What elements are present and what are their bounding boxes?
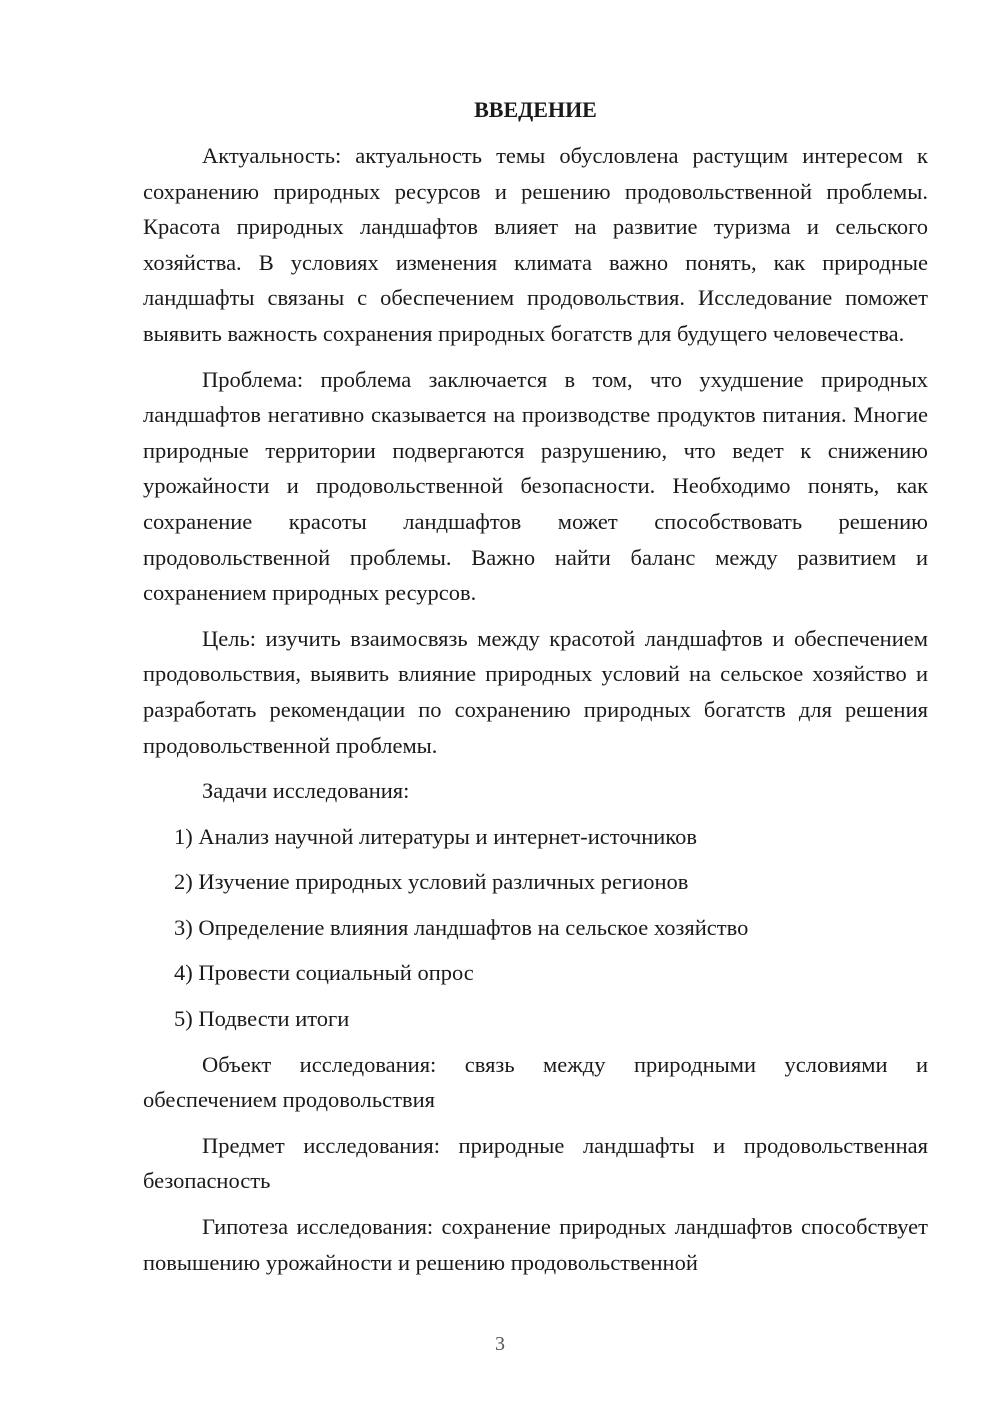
paragraph-hypothesis: Гипотеза исследования: сохранение природных ландшафтов способствует повышению урожайности и решению продовольственной: [143, 1214, 928, 1275]
section-heading: ВВЕДЕНИЕ: [474, 97, 597, 122]
document-page: [143, 92, 928, 1290]
paragraph-problem: Проблема: проблема заключается в том, что ухудшение природных ландшафтов негативно сказывается на производстве продуктов питания. Многие природные территории подвергаются разрушению, что ведет к снижению урожайности и продовольственной безопасности. Необходимо понять, как сохранение красоты ландшафтов может способствовать решению продовольственной проблемы. Важно найти баланс между развитием и сохранением природных ресурсов.: [143, 366, 928, 606]
list-item: 3) Определение влияния ландшафтов на сельское хозяйство: [174, 914, 749, 940]
paragraph-goal: Цель: изучить взаимосвязь между красотой ландшафтов и обеспечением продовольствия, выявить влияние природных условий на сельское хозяйство и разработать рекомендации по сохранению природных богатств для решения продовольственной проблемы.: [143, 625, 928, 758]
list-item: 5) Подвести итоги: [174, 1006, 350, 1032]
list-item: 2) Изучение природных условий различных регионов: [174, 869, 689, 895]
paragraph-object: Объект исследования: связь между природными условиями и обеспечением продовольствия: [143, 1051, 928, 1113]
paragraph-subject: Предмет исследования: природные ландшафты и продовольственная безопасность: [143, 1132, 928, 1194]
list-item: 1) Анализ научной литературы и интернет-источников: [174, 823, 698, 849]
paragraph-relevance: Актуальность: актуальность темы обусловлена растущим интересом к сохранению природных ресурсов и решению продовольственной проблемы. Красота природных ландшафтов влияет на развитие туризма и сельского хозяйства. В условиях изменения климата важно понять, как природные ландшафты связаны с обеспечением продовольствия. Исследование поможет выявить важность сохранения природных богатств для будущего человечества.: [143, 143, 928, 346]
tasks-list: [143, 819, 928, 1037]
page-number: 3: [495, 1333, 505, 1355]
tasks-title: Задачи исследования:: [202, 778, 410, 804]
list-item: 4) Провести социальный опрос: [174, 960, 474, 986]
